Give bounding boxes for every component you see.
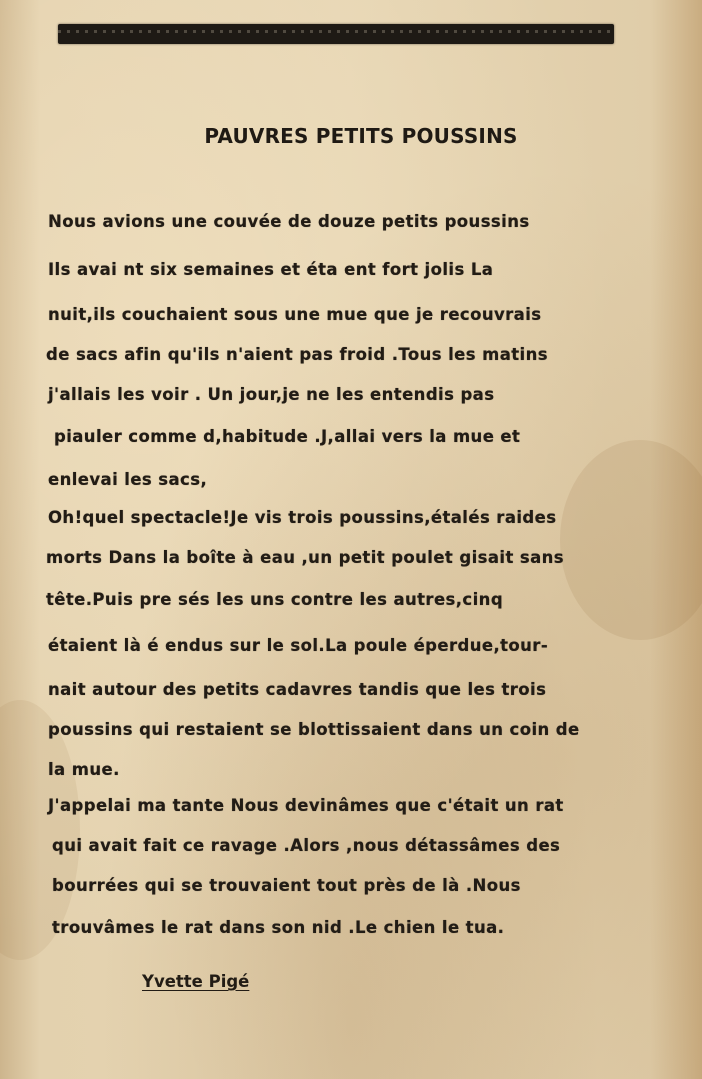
text-line: de sacs afin qu'ils n'aient pas froid .Tous les matins bbox=[46, 345, 548, 364]
text-line: Nous avions une couvée de douze petits poussins bbox=[48, 212, 530, 231]
story-title: PAUVRES PETITS POUSSINS bbox=[204, 124, 518, 148]
text-line: j'allais les voir . Un jour,je ne les entendis pas bbox=[48, 385, 495, 404]
text-line: nait autour des petits cadavres tandis que les trois bbox=[48, 680, 547, 699]
text-line: étaient là é endus sur le sol.La poule éperdue,tour- bbox=[48, 636, 549, 655]
text-line: Oh!quel spectacle!Je vis trois poussins,étalés raides bbox=[48, 508, 557, 527]
text-line: qui avait fait ce ravage .Alors ,nous détassâmes des bbox=[52, 836, 561, 855]
text-line: la mue. bbox=[48, 760, 120, 779]
text-line: tête.Puis pre sés les uns contre les autres,cinq bbox=[46, 590, 504, 609]
text-line: enlevai les sacs, bbox=[48, 470, 208, 489]
text-line: nuit,ils couchaient sous une mue que je recouvrais bbox=[48, 305, 542, 324]
text-line: morts Dans la boîte à eau ,un petit poulet gisait sans bbox=[46, 548, 565, 567]
paper-stain bbox=[560, 440, 702, 640]
header-rule bbox=[58, 24, 614, 44]
text-line: Ils avai nt six semaines et éta ent fort jolis La bbox=[48, 260, 494, 279]
text-line: bourrées qui se trouvaient tout près de là .Nous bbox=[52, 876, 521, 895]
text-line: poussins qui restaient se blottissaient dans un coin de bbox=[48, 720, 580, 739]
text-line: J'appelai ma tante Nous devinâmes que c'était un rat bbox=[48, 796, 564, 815]
text-line: piauler comme d,habitude .J,allai vers la mue et bbox=[54, 427, 521, 446]
author-signature: Yvette Pigé bbox=[142, 972, 250, 991]
text-line: trouvâmes le rat dans son nid .Le chien le tua. bbox=[52, 918, 505, 937]
